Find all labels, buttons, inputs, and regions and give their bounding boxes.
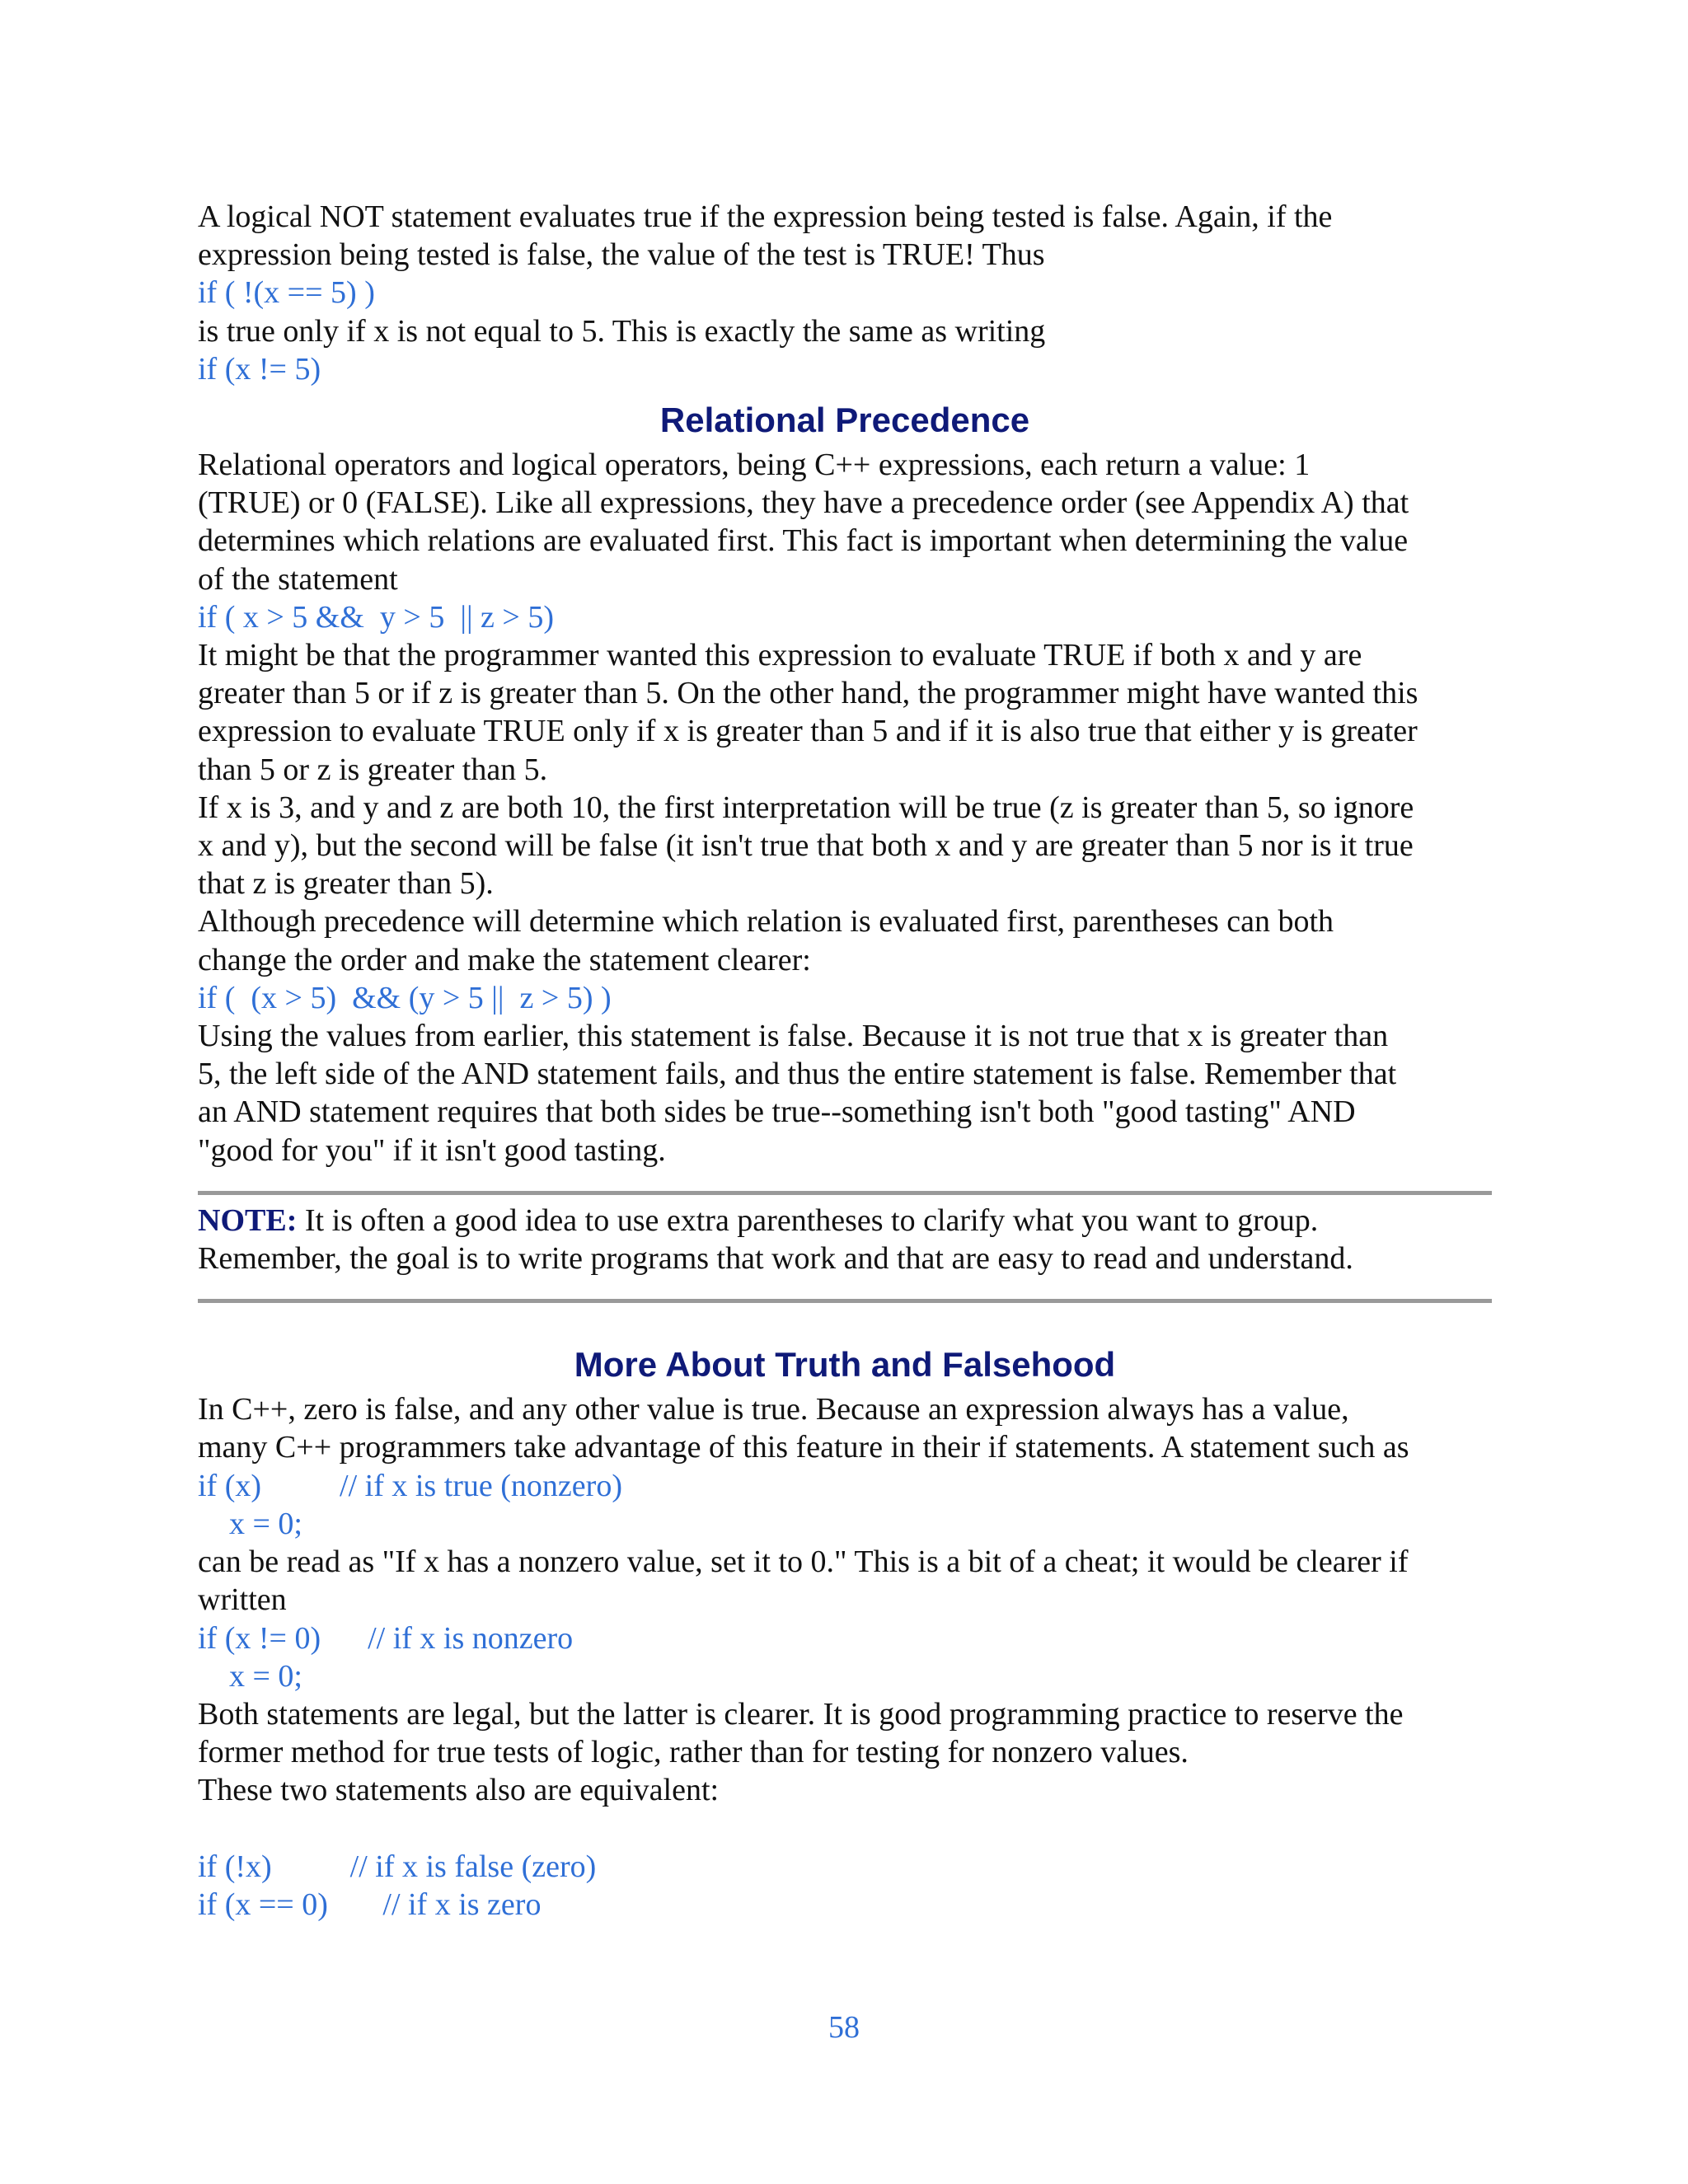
text-line: Using the values from earlier, this statement is false. Because it is not true that x is greater than	[198, 1019, 1389, 1054]
text-line: x and y), but the second will be false (it isn't true that both x and y are greater than 5 nor is it true	[198, 828, 1414, 864]
text-line: greater than 5 or if z is greater than 5. On the other hand, the programmer might have wanted this	[198, 676, 1418, 711]
truth-section	[198, 1390, 1492, 1924]
note-box	[198, 1191, 1492, 1303]
text-line: is true only if x is not equal to 5. This is exactly the same as writing	[198, 313, 1046, 349]
relational-section	[198, 446, 1492, 1169]
text-line: many C++ programmers take advantage of this feature in their if statements. A statement such as	[198, 1430, 1409, 1465]
page-content	[198, 198, 1492, 1924]
code-line: if (x != 0) // if x is nonzero	[198, 1620, 574, 1656]
text-line: These two statements also are equivalent:	[198, 1773, 720, 1808]
text-line: It might be that the programmer wanted this expression to evaluate TRUE if both x and y are	[198, 638, 1362, 673]
code-line: if (x != 5)	[198, 351, 321, 387]
section-heading-truth-and-falsehood: More About Truth and Falsehood	[574, 1345, 1116, 1385]
text-line: written	[198, 1582, 287, 1618]
text-line: If x is 3, and y and z are both 10, the first interpretation will be true (z is greater than 5, so ignore	[198, 790, 1414, 825]
text-line: than 5 or z is greater than 5.	[198, 752, 548, 787]
text-line: determines which relations are evaluated first. This fact is important when determining the value	[198, 523, 1409, 559]
text-line: former method for true tests of logic, rather than for testing for nonzero values.	[198, 1735, 1189, 1770]
text-line: change the order and make the statement clearer:	[198, 942, 811, 977]
note-line: Remember, the goal is to write programs that work and that are easy to read and understand.	[198, 1241, 1353, 1277]
code-line: x = 0;	[198, 1506, 302, 1541]
text-line: expression to evaluate TRUE only if x is greater than 5 and if it is also true that either y is greater	[198, 714, 1418, 749]
text-line: of the statement	[198, 561, 398, 597]
code-line: if (x == 0) // if x is zero	[198, 1886, 542, 1922]
text-line: Both statements are legal, but the latter is clearer. It is good programming practice to reserve the	[198, 1696, 1404, 1732]
code-line: if ( !(x == 5) )	[198, 275, 375, 311]
text-line: (TRUE) or 0 (FALSE). Like all expressions, they have a precedence order (see Appendix A) that	[198, 485, 1409, 521]
intro-paragraph	[198, 198, 1492, 388]
page-number: 58	[828, 2010, 860, 2045]
code-line: if (x) // if x is true (nonzero)	[198, 1468, 622, 1503]
text-line: Although precedence will determine which relation is evaluated first, parentheses can both	[198, 904, 1334, 940]
text-line: Relational operators and logical operators, being C++ expressions, each return a value: 1	[198, 448, 1311, 483]
note-line	[198, 1202, 1492, 1240]
code-line: if ( x > 5 && y > 5 || z > 5)	[198, 599, 555, 635]
code-line: x = 0;	[198, 1658, 302, 1694]
text-line: 5, the left side of the AND statement fails, and thus the entire statement is false. Remember that	[198, 1057, 1397, 1092]
text-line: In C++, zero is false, and any other value is true. Because an expression always has a value,	[198, 1392, 1349, 1427]
note-text: It is often a good idea to use extra parentheses to clarify what you want to group.	[297, 1202, 1319, 1238]
code-line: if (!x) // if x is false (zero)	[198, 1849, 597, 1884]
code-line: if ( (x > 5) && (y > 5 || z > 5) )	[198, 980, 612, 1015]
text-line: "good for you" if it isn't good tasting.	[198, 1132, 666, 1168]
text-line: can be read as "If x has a nonzero value, set it to 0." This is a bit of a cheat; it would be clearer if	[198, 1544, 1409, 1580]
note-label: NOTE:	[198, 1202, 298, 1238]
section-heading-relational-precedence: Relational Precedence	[659, 401, 1030, 440]
text-line: expression being tested is false, the value of the test is TRUE! Thus	[198, 237, 1045, 273]
text-line: that z is greater than 5).	[198, 866, 494, 902]
text-line: A logical NOT statement evaluates true if the expression being tested is false. Again, if the	[198, 199, 1333, 234]
text-line: an AND statement requires that both sides be true--something isn't both "good tasting" AND	[198, 1094, 1356, 1130]
